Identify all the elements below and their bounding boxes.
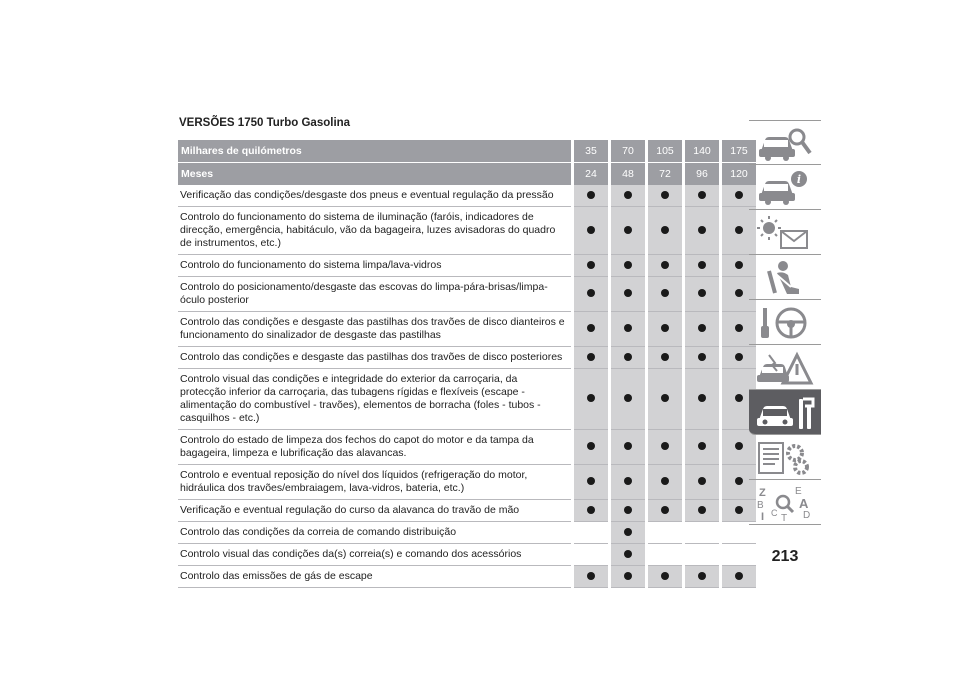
km-value: 70 <box>610 140 647 163</box>
check-dot-icon <box>698 572 706 580</box>
interval-cell <box>647 255 684 277</box>
check-dot-icon <box>624 506 632 514</box>
check-dot-icon <box>587 442 595 450</box>
interval-cell <box>610 255 647 277</box>
table-row <box>178 522 756 544</box>
interval-cell <box>684 312 721 347</box>
index-letter: C <box>771 508 778 518</box>
interval-cell <box>647 369 684 430</box>
interval-cell <box>573 185 610 207</box>
check-dot-icon <box>624 394 632 402</box>
check-dot-icon <box>587 324 595 332</box>
check-dot-icon <box>698 442 706 450</box>
interval-cell <box>647 566 684 588</box>
check-dot-icon <box>661 572 669 580</box>
check-dot-icon <box>624 572 632 580</box>
table-row <box>178 544 756 566</box>
check-dot-icon <box>624 191 632 199</box>
sidebar-item-emergency[interactable] <box>749 345 821 390</box>
interval-cell <box>684 185 721 207</box>
interval-cell <box>684 500 721 522</box>
interval-cell <box>573 347 610 369</box>
check-dot-icon <box>735 572 743 580</box>
sidebar-item-technical-data[interactable] <box>749 435 821 480</box>
check-dot-icon <box>624 442 632 450</box>
maintenance-schedule-table <box>178 140 756 588</box>
index-letter: Z <box>759 487 766 499</box>
months-value: 24 <box>573 163 610 186</box>
check-dot-icon <box>735 442 743 450</box>
interval-cell <box>684 566 721 588</box>
svg-text:i: i <box>796 173 802 186</box>
specifications-gear-icon <box>755 439 815 477</box>
interval-cell <box>684 207 721 255</box>
km-header-label: Milhares de quilómetros <box>178 140 573 163</box>
check-dot-icon <box>698 394 706 402</box>
interval-cell <box>647 185 684 207</box>
interval-cell <box>610 566 647 588</box>
interval-cell <box>647 430 684 465</box>
check-dot-icon <box>661 477 669 485</box>
check-dot-icon <box>587 226 595 234</box>
check-dot-icon <box>698 261 706 269</box>
check-dot-icon <box>661 226 669 234</box>
service-item-description: Controlo do posicionamento/desgaste das escovas do limpa-pára-brisas/limpa-óculo posterior <box>178 277 573 312</box>
interval-cell <box>573 312 610 347</box>
check-dot-icon <box>735 353 743 361</box>
months-value: 48 <box>610 163 647 186</box>
check-dot-icon <box>587 261 595 269</box>
check-dot-icon <box>624 226 632 234</box>
check-dot-icon <box>624 324 632 332</box>
check-dot-icon <box>624 550 632 558</box>
table-row <box>178 255 756 277</box>
interval-cell <box>647 544 684 566</box>
interval-cell <box>721 566 757 588</box>
car-info-icon <box>755 169 815 207</box>
km-value: 35 <box>573 140 610 163</box>
interval-cell <box>573 500 610 522</box>
check-dot-icon <box>698 324 706 332</box>
table-row <box>178 369 756 430</box>
interval-cell <box>684 277 721 312</box>
check-dot-icon <box>661 289 669 297</box>
interval-cell <box>610 500 647 522</box>
check-dot-icon <box>698 506 706 514</box>
check-dot-icon <box>661 261 669 269</box>
check-dot-icon <box>587 191 595 199</box>
interval-cell <box>573 544 610 566</box>
interval-cell <box>647 522 684 544</box>
km-value: 140 <box>684 140 721 163</box>
index-letter: B <box>757 500 764 511</box>
service-item-description: Controlo do funcionamento do sistema limpa/lava-vidros <box>178 255 573 277</box>
sidebar-item-dashboard[interactable] <box>749 165 821 210</box>
check-dot-icon <box>661 506 669 514</box>
check-dot-icon <box>698 289 706 297</box>
interval-cell <box>684 255 721 277</box>
interval-cell <box>610 207 647 255</box>
interval-cell <box>684 347 721 369</box>
km-header-row <box>178 140 756 163</box>
index-letter: A <box>799 496 809 511</box>
index-letter: E <box>795 486 802 497</box>
interval-cell <box>573 255 610 277</box>
index-letter: T <box>781 513 788 522</box>
check-dot-icon <box>587 394 595 402</box>
check-dot-icon <box>735 226 743 234</box>
interval-cell <box>684 430 721 465</box>
months-value: 96 <box>684 163 721 186</box>
alphabetical-index-icon <box>755 484 815 522</box>
check-dot-icon <box>698 353 706 361</box>
table-row <box>178 465 756 500</box>
page-number: 213 <box>771 548 799 565</box>
index-letter: D <box>803 510 811 521</box>
interval-cell <box>647 312 684 347</box>
check-dot-icon <box>661 442 669 450</box>
interval-cell <box>647 347 684 369</box>
km-value: 175 <box>721 140 757 163</box>
check-dot-icon <box>735 289 743 297</box>
sidebar-item-safety[interactable] <box>749 255 821 300</box>
chapter-sidebar <box>749 120 821 525</box>
service-item-description: Controlo das condições e desgaste das pastilhas dos travões de disco dianteiros e funcionamento do sinalizador de desgaste das pastilhas <box>178 312 573 347</box>
service-item-description: Controlo das emissões de gás de escape <box>178 566 573 588</box>
check-dot-icon <box>661 394 669 402</box>
check-dot-icon <box>587 506 595 514</box>
interval-cell <box>610 465 647 500</box>
index-letter: I <box>761 511 765 522</box>
car-search-icon <box>755 125 815 163</box>
table-row <box>178 207 756 255</box>
check-dot-icon <box>698 226 706 234</box>
sidebar-item-index[interactable] <box>749 480 821 525</box>
table-row <box>178 185 756 207</box>
interval-cell <box>610 347 647 369</box>
check-dot-icon <box>735 191 743 199</box>
interval-cell <box>610 522 647 544</box>
check-dot-icon <box>587 353 595 361</box>
months-header-row <box>178 163 756 186</box>
car-service-tools-icon <box>755 394 815 432</box>
check-dot-icon <box>624 528 632 536</box>
service-item-description: Controlo visual das condições e integridade do exterior da carroçaria, da protecção inferior da carroçaria, das tubagens rígidas e flexíveis (escape - alimentação do combustível - travões), elementos de borracha (foles - tubos - casquilhos - etc.) <box>178 369 573 430</box>
months-value: 120 <box>721 163 757 186</box>
service-item-description: Controlo e eventual reposição do nível dos líquidos (refrigeração do motor, hidráulica dos travões/embraiagem, lava-vidros, bateria, etc.) <box>178 465 573 500</box>
check-dot-icon <box>661 191 669 199</box>
seat-passenger-icon <box>755 259 815 297</box>
sidebar-item-maintenance[interactable] <box>749 390 821 435</box>
table-row <box>178 312 756 347</box>
interval-cell <box>684 369 721 430</box>
check-dot-icon <box>624 477 632 485</box>
check-dot-icon <box>587 289 595 297</box>
check-dot-icon <box>587 477 595 485</box>
months-value: 72 <box>647 163 684 186</box>
table-row <box>178 347 756 369</box>
check-dot-icon <box>624 289 632 297</box>
key-steering-wheel-icon <box>755 304 815 342</box>
check-dot-icon <box>698 477 706 485</box>
check-dot-icon <box>624 261 632 269</box>
km-value: 105 <box>647 140 684 163</box>
service-item-description: Verificação e eventual regulação do curso da alavanca do travão de mão <box>178 500 573 522</box>
check-dot-icon <box>735 477 743 485</box>
interval-cell <box>721 544 757 566</box>
interval-cell <box>647 277 684 312</box>
check-dot-icon <box>661 353 669 361</box>
check-dot-icon <box>624 353 632 361</box>
table-row <box>178 500 756 522</box>
interval-cell <box>573 522 610 544</box>
table-row <box>178 430 756 465</box>
interval-cell <box>573 430 610 465</box>
service-item-description: Controlo das condições e desgaste das pastilhas dos travões de disco posteriores <box>178 347 573 369</box>
service-item-description: Controlo do estado de limpeza dos fechos do capot do motor e da tampa da bagageira, limpeza e lubrificação das alavancas. <box>178 430 573 465</box>
months-header-label: Meses <box>178 163 573 186</box>
interval-cell <box>610 277 647 312</box>
table-row <box>178 566 756 588</box>
interval-cell <box>684 522 721 544</box>
service-item-description: Verificação das condições/desgaste dos pneus e eventual regulação da pressão <box>178 185 573 207</box>
interval-cell <box>573 566 610 588</box>
interval-cell <box>647 207 684 255</box>
check-dot-icon <box>587 572 595 580</box>
interval-cell <box>573 465 610 500</box>
service-item-description: Controlo visual das condições da(s) correia(s) e comando dos acessórios <box>178 544 573 566</box>
table-row <box>178 277 756 312</box>
interval-cell <box>647 500 684 522</box>
interval-cell <box>610 544 647 566</box>
check-dot-icon <box>735 394 743 402</box>
sidebar-item-starting-driving[interactable] <box>749 300 821 345</box>
interval-cell <box>573 277 610 312</box>
interval-cell <box>684 544 721 566</box>
service-item-description: Controlo do funcionamento do sistema de iluminação (faróis, indicadores de direcção, emergência, habitáculo, vão da bagageira, luzes avisadoras do quadro de instrumentos, etc.) <box>178 207 573 255</box>
interval-cell <box>610 369 647 430</box>
sidebar-item-warning-lights[interactable] <box>749 210 821 255</box>
interval-cell <box>610 312 647 347</box>
interval-cell <box>684 465 721 500</box>
section-title: VERSÕES 1750 Turbo Gasolina <box>179 117 351 129</box>
check-dot-icon <box>735 324 743 332</box>
interval-cell <box>610 430 647 465</box>
car-accident-warning-icon <box>755 349 815 387</box>
sidebar-item-getting-to-know[interactable] <box>749 120 821 165</box>
check-dot-icon <box>735 506 743 514</box>
check-dot-icon <box>735 261 743 269</box>
interval-cell <box>610 185 647 207</box>
interval-cell <box>573 207 610 255</box>
interval-cell <box>573 369 610 430</box>
check-dot-icon <box>661 324 669 332</box>
service-item-description: Controlo das condições da correia de comando distribuição <box>178 522 573 544</box>
warning-light-message-icon <box>755 214 815 252</box>
check-dot-icon <box>698 191 706 199</box>
interval-cell <box>647 465 684 500</box>
